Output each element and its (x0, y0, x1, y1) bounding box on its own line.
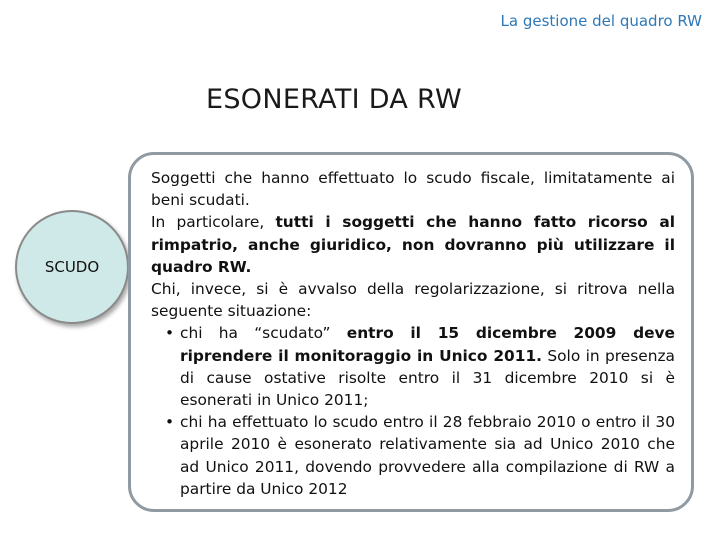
bullet-icon: • (165, 324, 175, 343)
bullet-icon: • (165, 413, 175, 432)
scudo-circle (15, 210, 129, 324)
page-title: ESONERATI DA RW (206, 84, 463, 115)
paragraph-intro: Soggetti che hanno effettuato lo scudo fiscale, limitatamente ai beni scudati. (151, 169, 675, 210)
paragraph-regolarizzazione: Chi, invece, si è avvalso della regolarizzazione, si ritrova nella seguente situazione: (151, 280, 675, 321)
content-box (128, 152, 694, 512)
paragraph-particolare-lead: In particolare, (151, 213, 265, 232)
paragraph-particolare-bold: tutti i soggetti che hanno fatto ricorso al rimpatrio, anche giuridico, non dovranno più utilizzare il quadro RW. (151, 213, 675, 276)
bullet-1-tail: Solo in presenza di cause ostative risolte entro il 31 dicembre 2010 si è esonerati in Unico 2011; (180, 346, 675, 410)
bullet-2-text: chi ha effettuato lo scudo entro il 28 febbraio 2010 o entro il 30 aprile 2010 è esonerato relativamente sia ad Unico 2010 che ad Unico 2011, dovendo provvedere alla compilazione di RW a partire da Unico 2012 (180, 413, 675, 498)
bullet-item-2 (163, 411, 675, 500)
paragraph-particolare (151, 211, 675, 278)
header-title: La gestione del quadro RW (500, 12, 702, 30)
bullet-1-bold: entro il 15 dicembre 2009 deve riprendere il monitoraggio in Unico 2011. (180, 324, 675, 365)
bullet-1-lead: chi ha “scudato” (180, 324, 331, 343)
bullet-item-1 (163, 322, 675, 411)
scudo-label: SCUDO (44, 258, 100, 276)
bullet-list (151, 322, 675, 500)
